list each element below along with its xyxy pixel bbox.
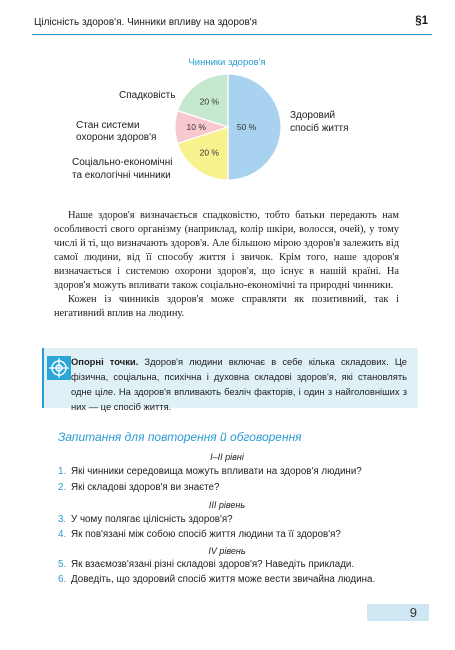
slice-value-label: 20 %	[199, 96, 219, 107]
legend-label-spadkovist: Спадковість	[119, 90, 176, 101]
section-number: §1	[415, 15, 428, 27]
paragraph-2: Кожен із чинників здоров'я може справляти як позитивний, так і негативний вплив на людину.	[54, 294, 399, 319]
level-4: IV рівень	[208, 546, 246, 556]
keypoints-body: Здоров'я людини включає в себе кілька складових. Це фізична, соціальна, психічна і духовна складові здоров'я, які становлять одне ціле. На здоров'я впливають безліч факторів, і один з найголовніших з них — це спосіб життя.	[71, 356, 408, 412]
slice-value-label: 10 %	[186, 122, 206, 132]
keypoints-text	[71, 354, 407, 414]
question-6: 6. Доведіть, що здоровий спосіб життя може вести звичайна людина.	[58, 574, 376, 585]
level-1-2: I–II рівні	[210, 452, 244, 462]
question-4: 4. Як пов'язані між собою спосіб життя людини та її здоров'я?	[58, 529, 341, 540]
keypoints-title: Опорні точки.	[71, 356, 139, 367]
question-2: 2. Які складові здоров'я ви знаєте?	[58, 482, 220, 493]
slice-value-label: 50 %	[236, 122, 257, 132]
target-icon	[47, 356, 71, 380]
question-1: 1. Які чинники середовища можуть впливати на здоров'я людини?	[58, 466, 362, 477]
legend-label-zsj: Здоровий спосіб життя	[290, 110, 349, 134]
keypoints-box	[42, 348, 418, 412]
pie-chart	[0, 0, 455, 200]
legend-label-ohorona: Стан системи охорони здоров'я	[76, 120, 157, 143]
body-text	[54, 209, 399, 321]
question-3: 3. У чому полягає цілісність здоров'я?	[58, 514, 233, 525]
chart-title: Чинники здоров'я	[188, 57, 266, 68]
slice-value-label: 20 %	[199, 147, 219, 158]
questions-title: Запитання для повторення й обговорення	[58, 430, 302, 444]
question-5: 5. Як взаємозв'язані різні складові здоров'я? Наведіть приклади.	[58, 559, 355, 570]
legend-label-soc-econ: Соціально-економічні та екологічні чинники	[72, 157, 173, 181]
page-number: 9	[409, 605, 417, 620]
level-3: III рівень	[208, 500, 246, 510]
paragraph-1: Наше здоров'я визначається спадковістю, тобто батьки передають нам особливості свого організму (наприклад, колір шкіри, волосся, очей), у тому числі й ті, що визначають здоров'я. Але більшою мірою здоров'я залежить від самої людини, від її способу життя і звичок. Крім того, наше здоров'я визначається і системою охорони здоров'я, що існує в нашій країні. На здоров'я можуть впливати також соціально-економічні та природні чинники.	[54, 210, 399, 291]
header-title: Цілісність здоров'я. Чинники впливу на здоров'я	[34, 17, 258, 28]
